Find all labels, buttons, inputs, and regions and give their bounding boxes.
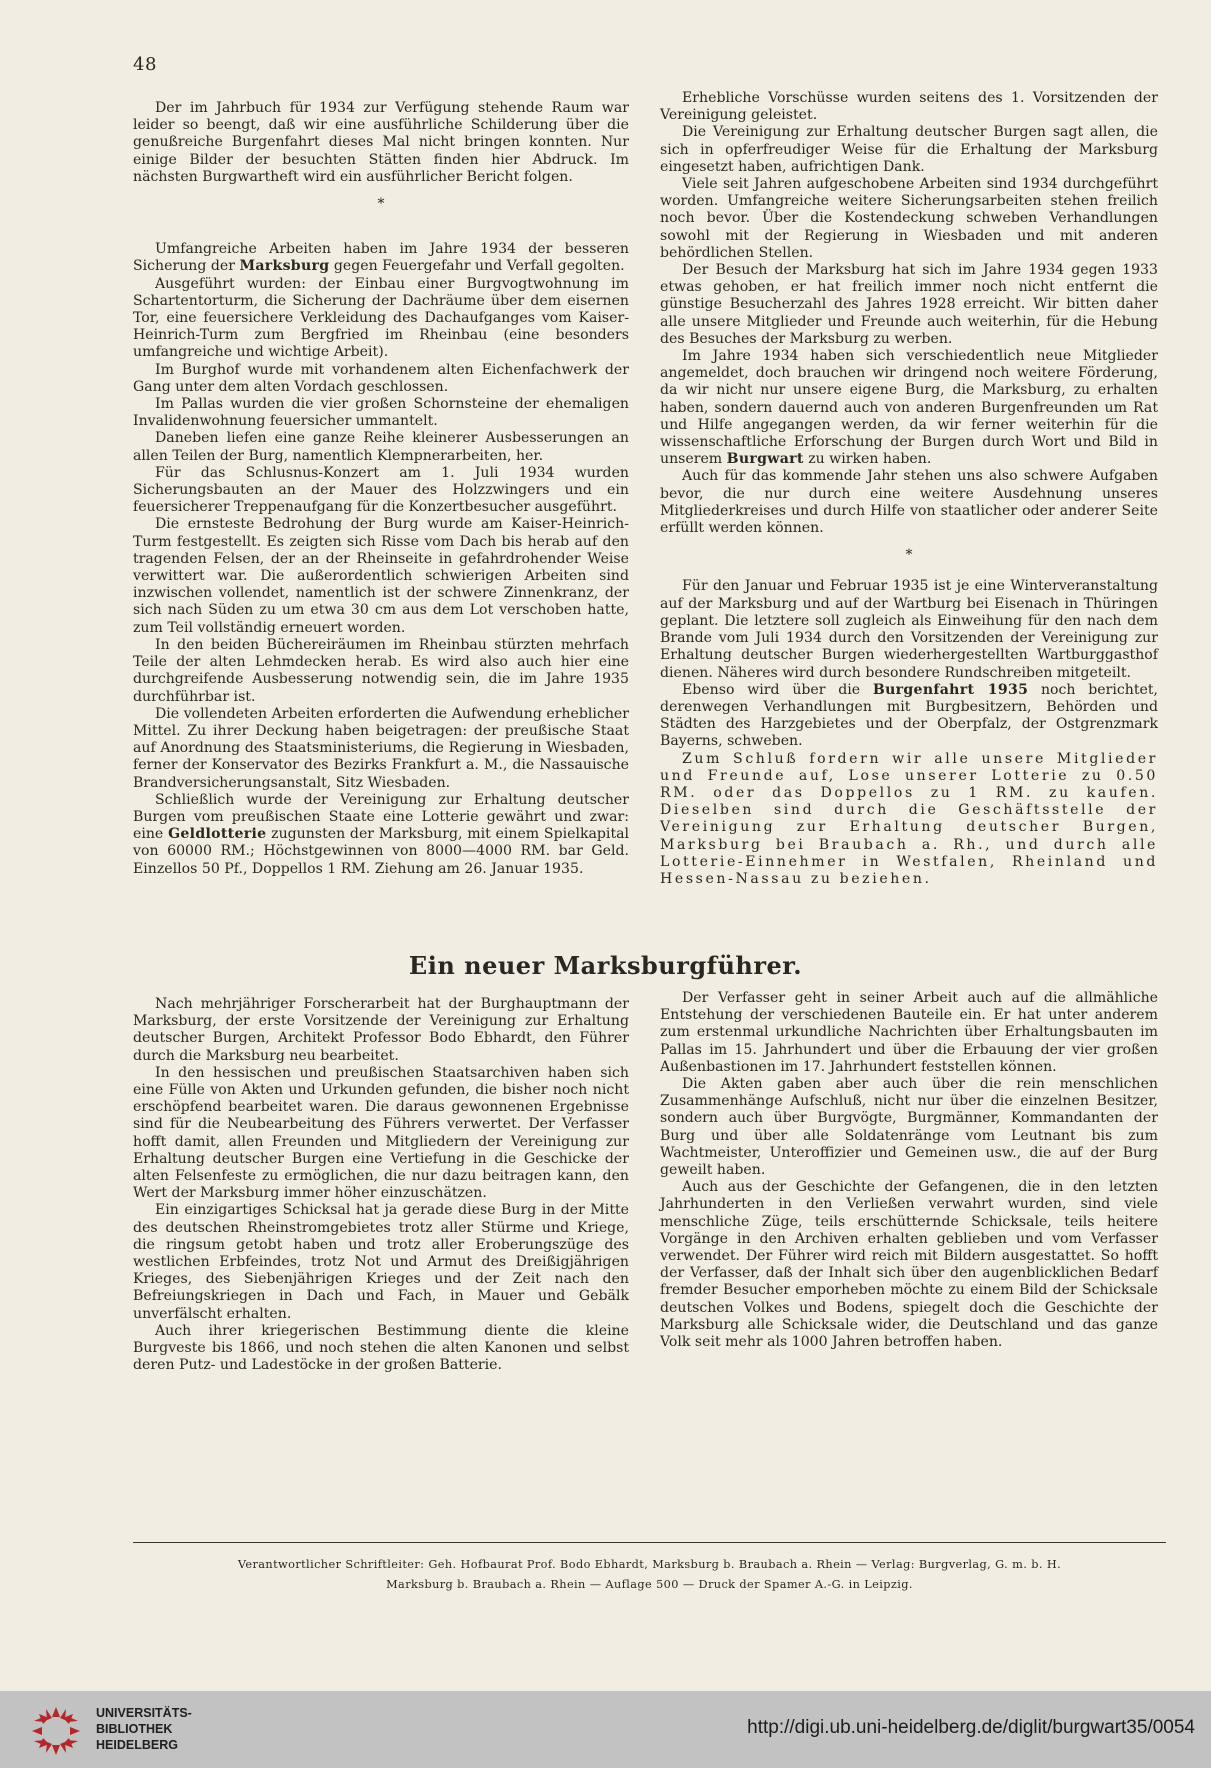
- column-bottom-right: [660, 990, 1158, 1351]
- paragraph: [660, 682, 1158, 751]
- emphasis-marksburg: Marksburg: [239, 258, 330, 275]
- paragraph: [133, 792, 629, 878]
- imprint-divider: [133, 1542, 1166, 1543]
- section-separator-star: *: [377, 196, 385, 213]
- paragraph: Die ernsteste Bedrohung der Burg wurde am Kaiser-Heinrich-Turm festgestellt. Es zeigten sich Risse vom Dach bis herab auf den tragenden Felsen, der an der Rheinseite in gefahrdrohender Weise verwittert war. Die außerordentlich schwierigen Arbeiten sind inzwischen vollendet, namentlich ist der schwere Zinnenkranz, der sich nach Süden zu um etwa 30 cm aus dem Lot verschoben hatte, zum Teil vollständig erneuert worden.: [133, 516, 629, 636]
- library-footer: [0, 1691, 1211, 1768]
- paragraph: Erhebliche Vorschüsse wurden seitens des 1. Vorsitzenden der Vereinigung geleistet.: [660, 90, 1158, 124]
- paragraph: Ausgeführt wurden: der Einbau einer Burgvogtwohnung im Schartentorturm, die Sicherung der Dachräume über dem eisernen Tor, eine feuersichere Verkleidung des Dachaufganges vom Kaiser-Heinrich-Turm zum Bergfried im Rheinbau (eine besonders umfangreiche und wichtige Arbeit).: [133, 275, 629, 361]
- paragraph: Für das Schlusnus-Konzert am 1. Juli 1934 wurden Sicherungsbauten an der Mauer des Holzzwingers und ein feuersicherer Treppenaufgang für die Konzertbesucher ausgeführt.: [133, 464, 629, 516]
- text-span: Im Jahre 1934 haben sich verschiedentlich neue Mitglieder angemeldet, doch brauchen wir dringend noch weitere Förderung, da wir nicht nur unsere eigene Burg, die Marksburg, zu erhalten haben, sondern dauernd auch von anderen Burgenfreunden um Rat und Hilfe angegangen werden, da wir ferner weiterhin für die wissenschaftliche Erforschung der Burgen durch Wort und Bild in unserem: [660, 348, 1158, 468]
- paragraph: Auch ihrer kriegerischen Bestimmung diente die kleine Burgveste bis 1866, und noch stehen die alten Kanonen und selbst deren Putz- und Ladestöcke in der großen Batterie.: [133, 1322, 629, 1374]
- text-span: Schließlich wurde der Vereinigung zur Erhaltung deutscher Burgen vom preußischen Staate eine Lotterie gewährt und zwar: eine: [133, 791, 629, 843]
- imprint-line: Verantwortlicher Schriftleiter: Geh. Hofbaurat Prof. Bodo Ebhardt, Marksburg b. Braubach a. Rhein — Verlag: Burgverlag, G. m. b. H.: [237, 1558, 1062, 1571]
- library-name-line: HEIDELBERG: [96, 1738, 178, 1752]
- text-span: zugunsten der Marksburg, mit einem Spielkapital von 60000 RM.; Höchstgewinnen von 8000—4000 RM. bar Geld. Einzellos 50 Pf., Doppellos 1 RM. Ziehung am 26. Januar 1935.: [133, 826, 630, 877]
- paragraph: Nach mehrjähriger Forscherarbeit hat der Burghauptmann der Marksburg, der erste Vorsitzende der Vereinigung zur Erhaltung deutscher Burgen, Architekt Professor Bodo Ebhardt, den Führer durch die Marksburg neu bearbeitet.: [133, 996, 629, 1064]
- source-url-link[interactable]: http://digi.ub.uni-heidelberg.de/diglit/burgwart35/0054: [747, 1717, 1195, 1738]
- text-span: Umfangreiche Arbeiten haben im Jahre 1934 der besseren Sicherung der: [133, 241, 629, 275]
- library-name-line: BIBLIOTHEK: [96, 1722, 173, 1736]
- paragraph: Die Akten gaben aber auch über die rein menschlichen Zusammenhänge Aufschluß, nicht nur über die einzelnen Besitzer, sondern auch über Burgvögte, Burgmänner, Kommandanten der Burg und über alle Soldatenränge vom Leutnant bis zum Wachtmeister, Unteroffizier und Gemeinen usw., die auf der Burg geweilt haben.: [660, 1076, 1158, 1179]
- paragraph: Viele seit Jahren aufgeschobene Arbeiten sind 1934 durchgeführt worden. Umfangreiche weitere Sicherungsarbeiten stehen freilich noch bevor. Über die Kostendeckung schweben Verhandlungen sowohl mit der Regierung in Wiesbaden und mit anderen behördlichen Stellen.: [660, 176, 1158, 261]
- text-span: Ebenso wird über die: [682, 681, 861, 698]
- library-name: [96, 1705, 192, 1753]
- paragraph: Ein einzigartiges Schicksal hat ja gerade diese Burg in der Mitte des deutschen Rheinstromgebietes trotz aller Stürme und Kriege, die ringsum getobt haben und trotz aller Eroberungszüge des westlichen Erbfeindes, trotz Not und Armut des Dreißigjährigen Krieges, des Siebenjährigen Krieges und der Zeit nach den Befreiungskriegen in Dach und Fach, in Mauer und Gebälk unverfälscht erhalten.: [133, 1202, 629, 1322]
- paragraph: Im Pallas wurden die vier großen Schornsteine der ehemaligen Invalidenwohnung feuersicher ummantelt.: [133, 396, 629, 430]
- emphasis-burgwart: Burgwart: [726, 451, 804, 468]
- paragraph: Im Burghof wurde mit vorhandenem alten Eichenfachwerk der Gang unter dem alten Vordach geschlossen.: [133, 361, 629, 395]
- paragraph: Die vollendeten Arbeiten erforderten die Aufwendung erheblicher Mittel. Zu ihrer Deckung haben beigetragen: der preußische Staat auf Anordnung des Staatsministeriums, die Regierung in Wiesbaden, ferner der Konservator des Bezirks Frankfurt a. M., die Nassauische Brandversicherungsanstalt, Sitz Wiesbaden.: [133, 705, 629, 791]
- paragraph: Für den Januar und Februar 1935 ist je eine Winterveranstaltung auf der Marksburg und auf der Wartburg bei Eisenach in Thüringen geplant. Die letztere soll zugleich als Einweihung für den nach dem Brande vom Juli 1934 durch den Vorsitzenden der Vereinigung zur Erhaltung deutscher Burgen wiederhergestellten Wartburggasthof dienen. Näheres wird durch besondere Rundschreiben mitgeteilt.: [660, 578, 1158, 681]
- paragraph: [660, 348, 1158, 468]
- paragraph: Der Besuch der Marksburg hat sich im Jahre 1934 gegen 1933 etwas gehoben, er hat freilich immer noch nicht entfernt die günstige Besucherzahl des Jahres 1928 erreicht. Wir bitten daher alle unsere Mitglieder und Freunde auch weiterhin, für die Hebung des Besuches der Marksburg zu werben.: [660, 262, 1158, 347]
- paragraph: In den hessischen und preußischen Staatsarchiven haben sich eine Fülle von Akten und Urkunden gefunden, die bisher noch nicht erschöpfend bearbeitet waren. Die daraus gewonnenen Ergebnisse sind für die Neubearbeitung des Führers verwertet. Der Verfasser hofft damit, allen Freunden und Mitgliedern der Vereinigung zur Erhaltung deutscher Burgen eine Vertiefung in die Geschicke der alten Felsenfeste zu ermöglichen, die nur dazu beitragen kann, den Wert der Marksburg immer höher einzuschätzen.: [133, 1064, 629, 1202]
- paragraph: Der im Jahrbuch für 1934 zur Verfügung stehende Raum war leider so beengt, daß wir eine ausführliche Schilderung über die genußreiche Burgenfahrt dieses Mal nicht bringen konnten. Nur einige Bilder der besuchten Stätten finden hier Abdruck. Im nächsten Burgwartheft wird ein ausführlicher Bericht folgen.: [133, 100, 629, 185]
- emphasis-burgenfahrt: Burgenfahrt 1935: [872, 681, 1029, 698]
- paragraph: Daneben liefen eine ganze Reihe kleinerer Ausbesserungen an allen Teilen der Burg, namentlich Klempnerarbeiten, her.: [133, 430, 629, 464]
- text-span: zu wirken haben.: [808, 451, 932, 468]
- emphasis-geldlotterie: Geldlotterie: [168, 826, 267, 843]
- page-number: 48: [133, 54, 157, 75]
- text-span: noch berichtet, derenwegen Verhandlungen mit Burgbesitzern, Behörden und Städten des Harzgebietes und der Oberpfalz, der Ostgrenzmark Bayerns, schweben.: [660, 681, 1158, 750]
- university-library-logo-icon: [30, 1705, 82, 1757]
- section-title: Ein neuer Marksburgführer.: [408, 951, 803, 980]
- paragraph: [133, 241, 629, 275]
- column-bottom-left: [133, 996, 629, 1374]
- imprint: [133, 1555, 1166, 1595]
- paragraph: Auch für das kommende Jahr stehen uns also schwere Aufgaben bevor, die nur durch eine weitere Ausdehnung unseres Mitgliederkreises und durch Hilfe von staatlicher oder anderer Seite erfüllt werden können.: [660, 468, 1158, 537]
- library-name-line: UNIVERSITÄTS-: [96, 1706, 192, 1720]
- imprint-line: Marksburg b. Braubach a. Rhein — Auflage 500 — Druck der Spamer A.-G. in Leipzig.: [386, 1578, 913, 1591]
- paragraph: Der Verfasser geht in seiner Arbeit auch auf die allmähliche Entstehung der verschiedenen Bauteile ein. Er hat unter anderem zum erstenmal urkundliche Nachrichten über Erhaltungsbauten im Pallas im 15. Jahrhundert und über die Erbauung der vier großen Außenbastionen im 17. Jahrhundert feststellen können.: [660, 990, 1158, 1075]
- text-span: gegen Feuergefahr und Verfall gegolten.: [333, 258, 625, 275]
- paragraph: Auch aus der Geschichte der Gefangenen, die in den letzten Jahrhunderten in den Verließen verwahrt wurden, sind viele menschliche Züge, teils erschütternde Schicksale, teils heitere Vorgänge in den Archiven erhalten geblieben und vom Verfasser verwendet. Der Führer wird reich mit Bildern ausgestattet. So hofft der Verfasser, daß der Inhalt sich über den augenblicklichen Bedarf fremder Besucher emporheben möchte zu einem Bild der Schicksale deutschen Volkes und Bodens, spiegelt doch die Geschichte der Marksburg alle Schicksale wider, die Deutschland und das ganze Volk seit mehr als 1000 Jahren betroffen haben.: [660, 1179, 1158, 1351]
- column-top-left: [133, 100, 629, 878]
- section-separator-star: *: [905, 547, 913, 564]
- paragraph-lottery-call: Zum Schluß fordern wir alle unsere Mitglieder und Freunde auf, Lose unserer Lotterie zu 0.50 RM. oder das Doppellos zu 1 RM. zu kaufen. Dieselben sind durch die Geschäftsstelle der Vereinigung zur Erhaltung deutscher Burgen, Marksburg bei Braubach a. Rh., und durch alle Lotterie-Einnehmer in Westfalen, Rheinland und Hessen-Nassau zu beziehen.: [660, 750, 1158, 887]
- column-top-right: [660, 90, 1158, 888]
- paragraph: In den beiden Büchereiräumen im Rheinbau stürzten mehrfach Teile der alten Lehmdecken herab. Es wird also auch hier eine durchgreifende Ausbesserung notwendig sein, die im Jahre 1935 durchführbar ist.: [133, 636, 629, 705]
- paragraph: Die Vereinigung zur Erhaltung deutscher Burgen sagt allen, die sich in opferfreudiger Weise für die Erhaltung der Marksburg eingesetzt haben, aufrichtigen Dank.: [660, 124, 1158, 175]
